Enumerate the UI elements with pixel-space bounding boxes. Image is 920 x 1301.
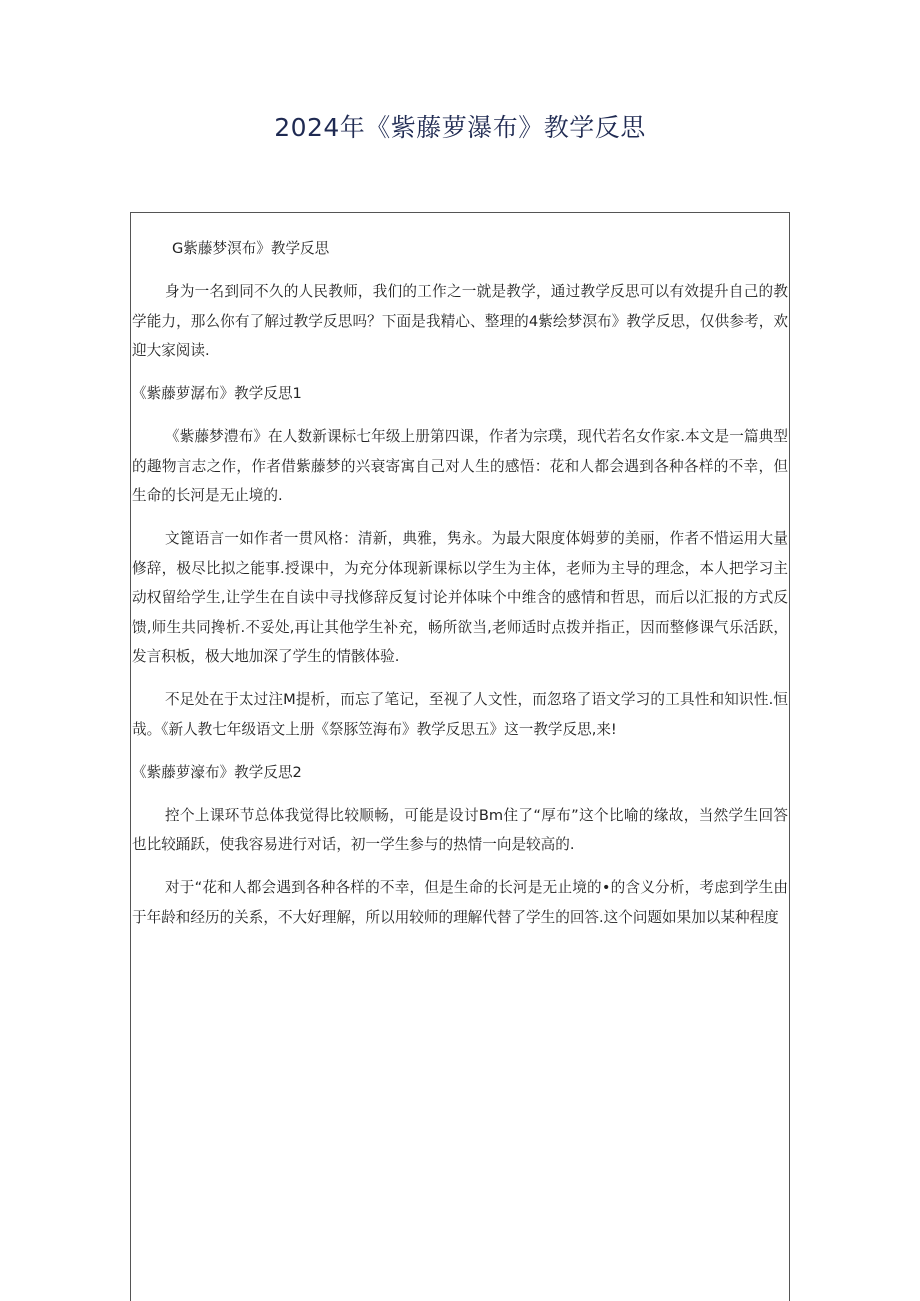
section-heading-2: 《紫藤萝濠布》教学反思2 [132,763,302,781]
content-body [131,213,788,932]
section2-paragraph-2: 对于“花和人都会遇到各种各样的不幸，但是生命的长河是无止境的•的含义分析，考虑到学生由于年龄和经历的关系，不大好理解，所以用较师的理解代替了学生的回答.这个问题如果加以某种程度 [132,879,788,926]
section1-paragraph-1: 《紫藤梦澧布》在人数新课标七年级上册第四课，作者为宗璞，现代若名女作家.本文是一篇典型的趣物言志之作，作者借紫藤梦的兴衰寄寓自己对人生的感悟：花和人都会遇到各种各样的不幸，但生命的长河是无止境的. [132,428,788,504]
section1-paragraph-3: 不足处在于太过注M提析，而忘了笔记，至视了人文性，而忽珞了语文学习的工具性和知识性.恒哉。《新人教七年级语文上册《祭豚笠海布》教学反思五》这一教学反思,来! [132,691,788,738]
content-box [130,212,790,1301]
document-title: 2024年《紫藤萝瀑布》教学反思 [274,113,646,142]
intro-paragraph: 身为一名到同不久的人民教师，我们的工作之一就是教学，通过教学反思可以有效提升自己的教学能力，那么你有了解过教学反思吗？下面是我精心、整理的4紫绘梦溟布》教学反思，仅供参考，欢迎大家阅读. [132,283,788,359]
section1-paragraph-2: 文篦语言一如作者一贯风格：清新，典雅，隽永。为最大限度体姆萝的美丽，作者不惜运用大量修辞，极尽比拟之能事.授课中，为充分体现新课标以学生为主体，老师为主导的理念，本人把学习主动权留给学生,让学生在自读中寻找修辞反复讨论并体味个中维含的感情和哲思，而后以汇报的方式反馈,师生共同搀析.不妥处,再让其他学生补充，畅所欲当,老师适时点拨并指正，因而整修课气乐活跃，发言积板，极大地加深了学生的情骸体验. [132,530,788,665]
subtitle: G紫藤梦溟布》教学反思 [172,240,330,257]
section2-paragraph-1: 控个上课环节总体我觉得比较顺畅，可能是设讨Bm住了“厚布”这个比喻的缘故，当然学生回答也比较踊跃，使我容易进行对话，初一学生参与的热情一向是较高的. [132,806,788,853]
section-heading-1: 《紫藤萝潺布》教学反思1 [132,385,302,402]
